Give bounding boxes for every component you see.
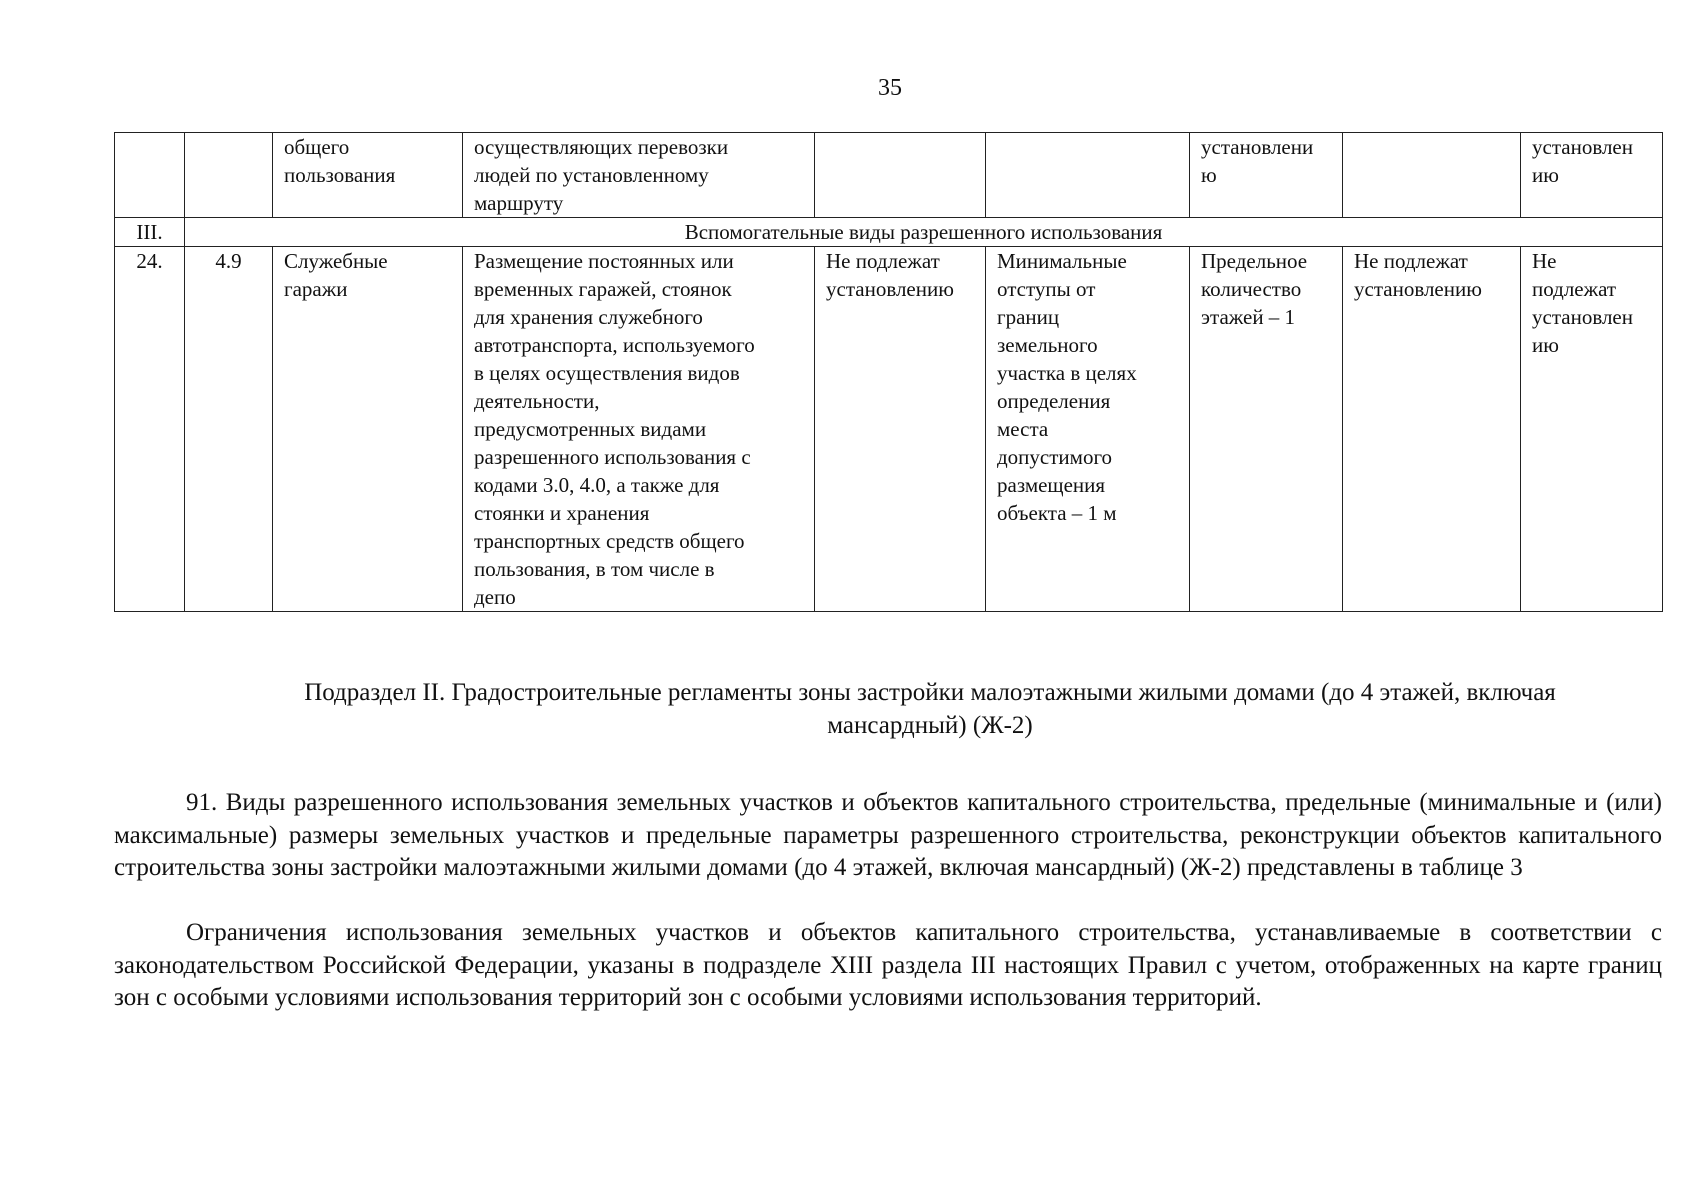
cell-text-line: объекта – 1 м xyxy=(997,501,1117,525)
cell-plot-sizes xyxy=(815,133,986,218)
regulations-table xyxy=(114,132,1663,612)
cell-text-line: стоянки и хранения xyxy=(474,501,650,525)
cell-text-line: ию xyxy=(1532,333,1559,357)
cell-text-line: в целях осуществления видов xyxy=(474,361,740,385)
cell-text-line: транспортных средств общего xyxy=(474,529,745,553)
subsection-heading xyxy=(200,676,1660,742)
cell-text-line: этажей – 1 xyxy=(1201,305,1296,329)
cell-text-line: допустимого xyxy=(997,445,1113,469)
cell-text-line: земельного xyxy=(997,333,1098,357)
cell-text-line: депо xyxy=(474,585,516,609)
cell-text-line: автотранспорта, используемого xyxy=(474,333,755,357)
paragraph-restrictions xyxy=(114,917,1662,1015)
cell-text-line: участка в целях xyxy=(997,361,1137,385)
cell-text-line: определения xyxy=(997,389,1111,413)
table-row-continuation xyxy=(115,133,1663,218)
cell-text-line: Минимальные xyxy=(997,249,1127,273)
cell-text-line: количество xyxy=(1201,277,1302,301)
cell-name xyxy=(273,133,463,218)
section-number: III. xyxy=(115,218,185,247)
cell-coverage xyxy=(1343,133,1521,218)
cell-text-line: пользования xyxy=(284,163,396,187)
cell-text-line: подлежат xyxy=(1532,277,1617,301)
cell-text-line: границ xyxy=(997,305,1060,329)
cell-text-line: Не подлежат xyxy=(826,249,940,273)
cell-text-line: размещения xyxy=(997,473,1106,497)
paragraph-text: 91. Виды разрешенного использования земельных участков и объектов капитального строительства, предельные (минимальные и (или) максимальные) размеры земельных участков и предельные параметры разрешенного строительства, реконструкции объектов капитального строительства зоны застройки малоэтажными жилыми домами (до 4 этажей, включая мансардный) (Ж-2) представлены в таблице 3 xyxy=(114,789,1662,881)
cell-floors xyxy=(1190,247,1343,612)
cell-text-line: Размещение постоянных или xyxy=(474,249,734,273)
table-row-24 xyxy=(115,247,1663,612)
subsection-heading-line: Подраздел II. Градостроительные регламенты зоны застройки малоэтажными жилыми домами (до 4 этажей, включая xyxy=(304,679,1556,706)
cell-text-line: людей по установленному xyxy=(474,163,709,187)
cell-text-line: установлени xyxy=(1201,135,1314,159)
cell-text-line: разрешенного использования с xyxy=(474,445,751,469)
cell-other xyxy=(1521,247,1663,612)
cell-text-line: пользования, в том числе в xyxy=(474,557,715,581)
cell-text-line: Предельное xyxy=(1201,249,1308,273)
cell-text-line: для хранения служебного xyxy=(474,305,703,329)
cell-text-line: отступы от xyxy=(997,277,1096,301)
cell-plot-sizes xyxy=(815,247,986,612)
cell-setbacks xyxy=(986,133,1190,218)
cell-text-line: предусмотренных видами xyxy=(474,417,707,441)
cell-number xyxy=(115,133,185,218)
cell-other xyxy=(1521,133,1663,218)
cell-text-line: осуществляющих перевозки xyxy=(474,135,729,159)
table-row-section xyxy=(115,218,1663,247)
cell-text-line: общего xyxy=(284,135,350,159)
cell-text-line: Не xyxy=(1532,249,1557,273)
cell-floors xyxy=(1190,133,1343,218)
cell-code: 4.9 xyxy=(185,247,273,612)
cell-text-line: временных гаражей, стоянок xyxy=(474,277,732,301)
cell-text-line: деятельности, xyxy=(474,389,600,413)
cell-code xyxy=(185,133,273,218)
subsection-heading-line: мансардный) (Ж-2) xyxy=(827,712,1033,739)
cell-description xyxy=(463,247,815,612)
cell-text-line: установлению xyxy=(826,277,954,301)
cell-text-line: кодами 3.0, 4.0, а также для xyxy=(474,473,720,497)
cell-text-line: Не подлежат xyxy=(1354,249,1468,273)
cell-text-line: ию xyxy=(1532,163,1559,187)
cell-text-line: установлен xyxy=(1532,135,1633,159)
section-title: Вспомогательные виды разрешенного использования xyxy=(185,218,1663,247)
cell-name xyxy=(273,247,463,612)
cell-text-line: маршруту xyxy=(474,191,564,215)
cell-description xyxy=(463,133,815,218)
cell-text-line: Служебные xyxy=(284,249,388,273)
cell-text-line: гаражи xyxy=(284,277,348,301)
paragraph-91 xyxy=(114,787,1662,885)
cell-text-line: установлению xyxy=(1354,277,1482,301)
paragraph-text: Ограничения использования земельных участков и объектов капитального строительства, устанавливаемые в соответствии с законодательством Российской Федерации, указаны в подразделе XIII раздела III настоящих Правил с учетом, отображенных на карте границ зон с особыми условиями использования территорий зон с особыми условиями использования территорий. xyxy=(114,919,1662,1011)
cell-text-line: ю xyxy=(1201,163,1217,187)
cell-setbacks xyxy=(986,247,1190,612)
cell-number: 24. xyxy=(115,247,185,612)
page-number: 35 xyxy=(878,75,902,101)
cell-text-line: установлен xyxy=(1532,305,1633,329)
cell-coverage xyxy=(1343,247,1521,612)
cell-text-line: места xyxy=(997,417,1049,441)
